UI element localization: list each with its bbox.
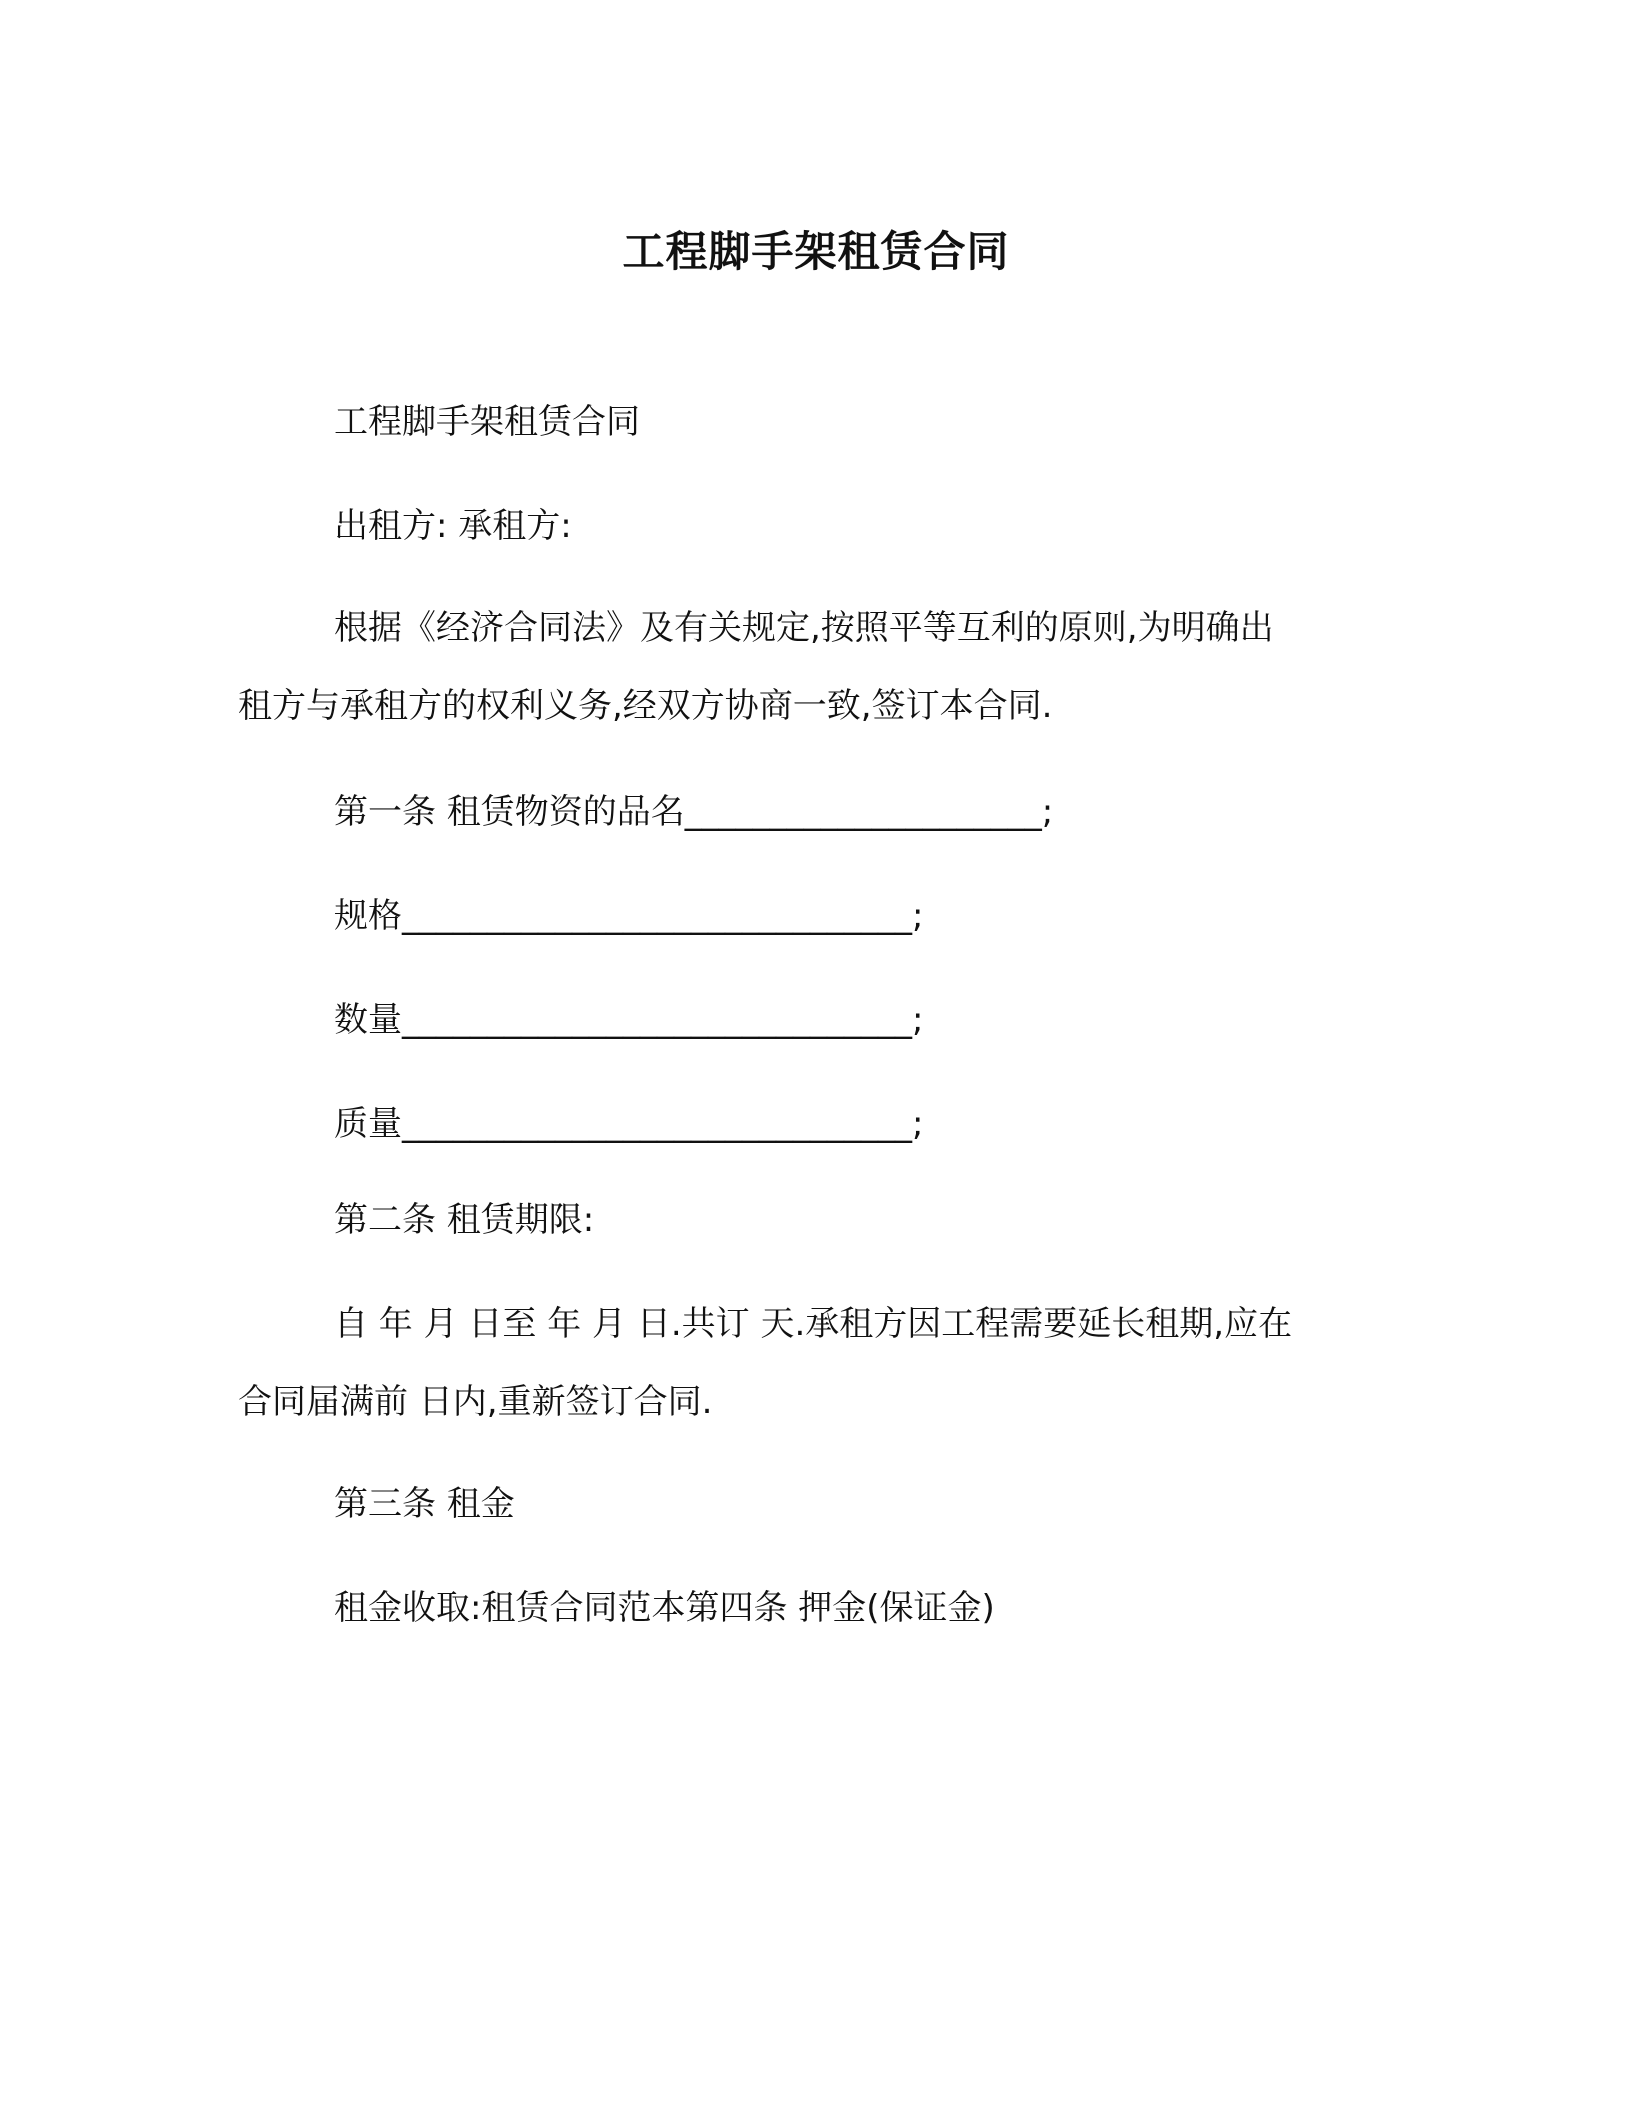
- doc-line-spec: 规格______________________________;: [334, 896, 924, 936]
- doc-line-article-1: 第一条 租赁物资的品名_____________________;: [334, 792, 1054, 832]
- doc-line-term-2: 合同届满前 日内,重新签订合同.: [238, 1382, 713, 1422]
- doc-line-article-2: 第二条 租赁期限:: [334, 1200, 595, 1240]
- doc-line-preamble-2: 租方与承租方的权利义务,经双方协商一致,签订本合同.: [238, 686, 1053, 726]
- doc-line-rent: 租金收取:租赁合同范本第四条 押金(保证金): [334, 1588, 995, 1628]
- doc-line-quality: 质量______________________________;: [334, 1104, 924, 1144]
- doc-line-term-1: 自 年 月 日至 年 月 日.共订 天.承租方因工程需要延长租期,应在: [334, 1304, 1293, 1344]
- doc-line-parties: 出租方: 承租方:: [334, 506, 572, 546]
- doc-line-article-3: 第三条 租金: [334, 1484, 515, 1524]
- document-title: 工程脚手架租赁合同: [622, 227, 1010, 276]
- doc-line-preamble-1: 根据《经济合同法》及有关规定,按照平等互利的原则,为明确出: [334, 608, 1274, 648]
- doc-line-subtitle: 工程脚手架租赁合同: [334, 402, 640, 442]
- doc-line-quantity: 数量______________________________;: [334, 1000, 924, 1040]
